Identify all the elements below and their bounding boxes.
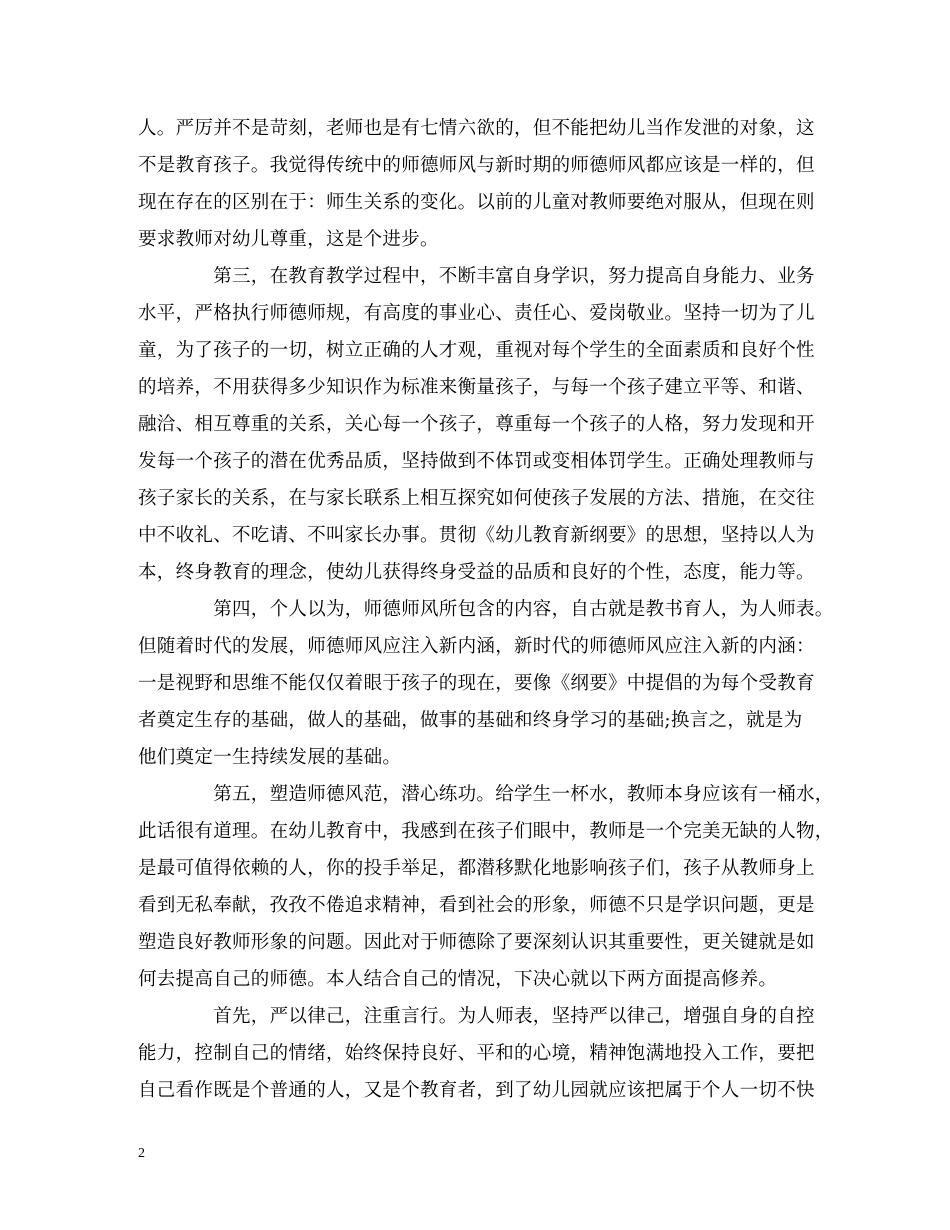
text-line: 何去提高自己的师德。本人结合自己的情况，下决心就以下两方面提高修养。 — [138, 969, 778, 990]
text-line: 但随着时代的发展，师德师风应注入新内涵，新时代的师德师风应注入新的内涵： — [138, 636, 815, 657]
text-line: 他们奠定一生持续发展的基础。 — [138, 747, 402, 768]
text-line: 自己看作既是个普通的人，又是个教育者，到了幼儿园就应该把属于个人一切不快 — [138, 1080, 815, 1101]
text-line: 塑造良好教师形象的问题。因此对于师德除了要深刻认识其重要性，更关键就是如 — [138, 932, 815, 953]
text-line: 水平，严格执行师德师规，有高度的事业心、责任心、爱岗敬业。坚持一切为了儿 — [138, 303, 815, 324]
paragraph-start-line: 首先，严以律己，注重言行。为人师表，坚持严以律己，增强自身的自控 — [138, 1006, 815, 1027]
text-line: 不是教育孩子。我觉得传统中的师德师风与新时期的师德师风都应该是一样的，但 — [138, 155, 815, 176]
text-line: 此话很有道理。在幼儿教育中，我感到在孩子们眼中，教师是一个完美无缺的人物， — [138, 821, 834, 842]
text-line: 是最可值得依赖的人，你的投手举足，都潜移默化地影响孩子们，孩子从教师身上 — [138, 858, 815, 879]
text-line: 童，为了孩子的一切，树立正确的人才观，重视对每个学生的全面素质和良好个性 — [138, 340, 815, 361]
paragraph-start-line: 第四，个人以为，师德师风所包含的内容，自古就是教书育人，为人师表。 — [138, 599, 834, 620]
text-line: 的培养，不用获得多少知识作为标准来衡量孩子，与每一个孩子建立平等、和谐、 — [138, 377, 815, 398]
page-number: 2 — [138, 1146, 145, 1161]
text-line: 发每一个孩子的潜在优秀品质，坚持做到不体罚或变相体罚学生。正确处理教师与 — [138, 451, 815, 472]
text-line: 孩子家长的关系，在与家长联系上相互探究如何使孩子发展的方法、措施，在交往 — [138, 488, 815, 509]
paragraph-start-line: 第三，在教育教学过程中，不断丰富自身学识，努力提高自身能力、业务 — [138, 266, 815, 287]
text-line: 能力，控制自己的情绪，始终保持良好、平和的心境，精神饱满地投入工作，要把 — [138, 1043, 815, 1064]
text-line: 本，终身教育的理念，使幼儿获得终身受益的品质和良好的个性，态度，能力等。 — [138, 562, 815, 583]
paragraph-start-line: 第五，塑造师德风范，潜心练功。给学生一杯水，教师本身应该有一桶水， — [138, 784, 834, 805]
body-text — [138, 110, 834, 1109]
text-line: 中不收礼、不吃请、不叫家长办事。贯彻《幼儿教育新纲要》的思想，坚持以人为 — [138, 525, 815, 546]
text-line: 者奠定生存的基础，做人的基础，做事的基础和终身学习的基础;换言之，就是为 — [138, 710, 803, 731]
text-line: 要求教师对幼儿尊重，这是个进步。 — [138, 229, 439, 250]
text-line: 人。严厉并不是苛刻，老师也是有七情六欲的，但不能把幼儿当作发泄的对象，这 — [138, 118, 815, 139]
text-line: 看到无私奉献，孜孜不倦追求精神，看到社会的形象，师德不只是学识问题，更是 — [138, 895, 815, 916]
text-line: 现在存在的区别在于：师生关系的变化。以前的儿童对教师要绝对服从，但现在则 — [138, 192, 815, 213]
text-line: 融洽、相互尊重的关系，关心每一个孩子，尊重每一个孩子的人格，努力发现和开 — [138, 414, 815, 435]
text-line: 一是视野和思维不能仅仅着眼于孩子的现在，要像《纲要》中提倡的为每个受教育 — [138, 673, 815, 694]
